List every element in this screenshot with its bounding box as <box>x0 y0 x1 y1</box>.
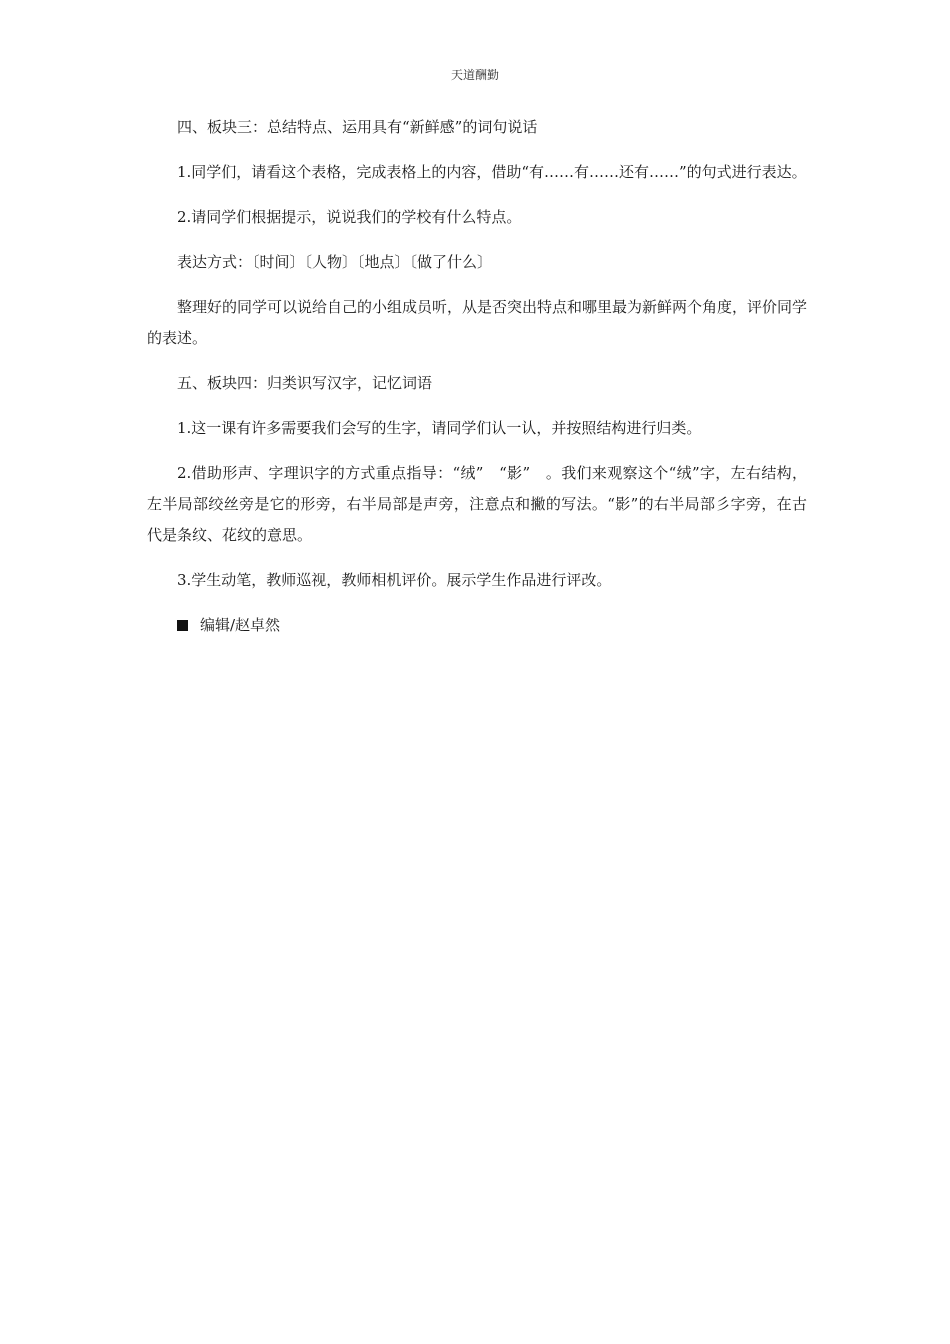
black-square-icon <box>177 620 188 631</box>
paragraph: 1.同学们，请看这个表格，完成表格上的内容，借助“有……有……还有……”的句式进行表达。 <box>177 163 807 181</box>
section-heading-five: 五、板块四：归类识写汉字，记忆词语 <box>177 374 433 392</box>
paragraph: 整理好的同学可以说给自己的小组成员听，从是否突出特点和哪里最为新鲜两个角度，评价同学的表述。 <box>147 298 808 347</box>
editor-line <box>147 610 807 641</box>
paragraph: 2.借助形声、字理识字的方式重点指导：“绒” “影” 。我们来观察这个“绒”字，左右结构，左半局部绞丝旁是它的形旁，右半局部是声旁，注意点和撇的写法。“影”的右半局部彡字旁，在古代是条纹、花纹的意思。 <box>147 464 807 544</box>
editor-credit: 编辑/赵卓然 <box>200 616 281 634</box>
paragraph: 2.请同学们根据提示，说说我们的学校有什么特点。 <box>177 208 522 226</box>
paragraph: 表达方式：〔时间〕〔人物〕〔地点〕〔做了什么〕 <box>177 253 493 271</box>
paragraph: 1.这一课有许多需要我们会写的生字，请同学们认一认，并按照结构进行归类。 <box>177 419 702 437</box>
page-header: 天道酬勤 <box>450 68 499 82</box>
paragraph: 3.学生动笔，教师巡视，教师相机评价。展示学生作品进行评改。 <box>177 571 612 589</box>
document-body <box>147 112 807 641</box>
section-heading-four: 四、板块三：总结特点、运用具有“新鲜感”的词句说话 <box>177 118 538 136</box>
